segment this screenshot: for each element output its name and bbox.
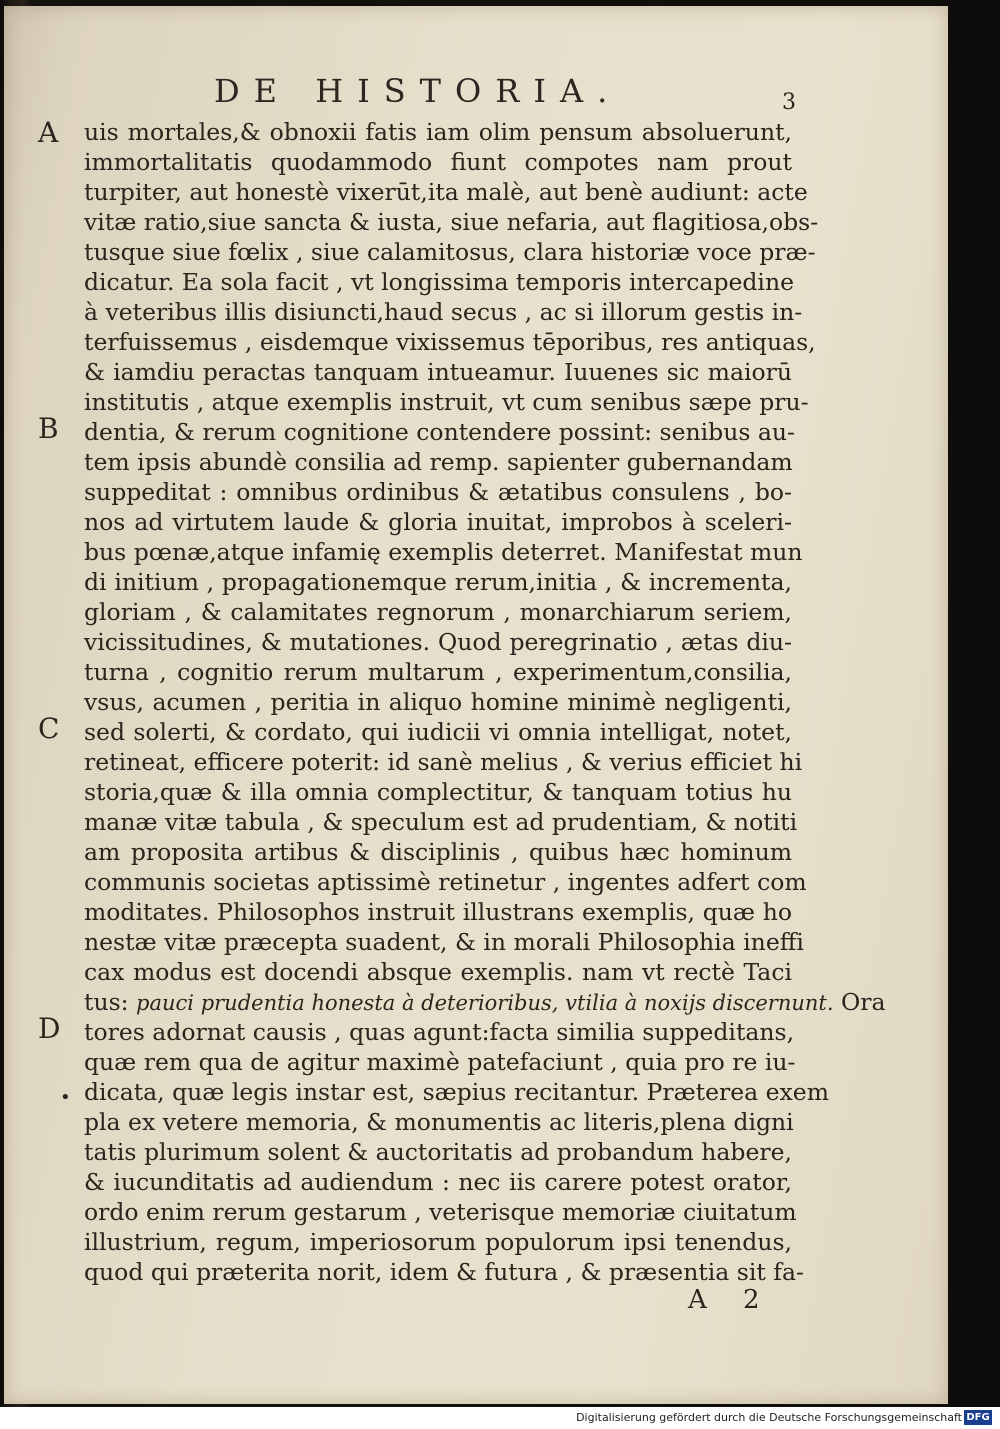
footer-bar [0,1407,1000,1429]
text-line: am proposita artibus & disciplinis , quibus hæc hominum [84,838,792,866]
text-line: & iucunditatis ad audiendum : nec iis carere potest orator, [84,1168,792,1196]
text-line: suppeditat : omnibus ordinibus & ætatibus consulens , bo- [84,478,792,506]
section-marker-c: C [38,712,60,745]
text-line: terfuissemus , eisdemque vixissemus tēporibus, res antiquas, [84,328,816,356]
quote-tail: Ora [841,988,886,1016]
tacitus-quote: pauci prudentia honesta à deterioribus, vtilia à noxijs discernunt. [136,991,834,1015]
section-marker-a: A [38,116,59,149]
text-line: illustrium, regum, imperiosorum populorum ipsi tenendus, [84,1228,792,1256]
text-line: communis societas aptissimè retinetur , ingentes adfert com [84,868,807,896]
text-line: institutis , atque exemplis instruit, vt cum senibus sæpe pru- [84,388,809,416]
tacitus-quote-line [84,987,886,1017]
text-line: gloriam , & calamitates regnorum , monarchiarum seriem, [84,598,792,626]
text-line: quod qui præterita norit, idem & futura , & præsentia sit fa- [84,1258,804,1286]
text-line: vitæ ratio,siue sancta & iusta, siue nefaria, aut flagitiosa,obs- [84,208,819,236]
text-line: storia,quæ & illa omnia complectitur, & tanquam totius hu [84,778,792,806]
text-line: & iamdiu peractas tanquam intueamur. Iuuenes sic maiorū [84,358,792,386]
text-line: vsus, acumen , peritia in aliquo homine minimè negligenti, [84,688,792,716]
text-line: vicissitudines, & mutationes. Quod peregrinatio , ætas diu- [84,628,792,656]
text-line: nestæ vitæ præcepta suadent, & in morali Philosophia ineffi [84,928,804,956]
text-line: sed solerti, & cordato, qui iudicii vi omnia intelligat, notet, [84,718,792,746]
text-line: cax modus est docendi absque exemplis. nam vt rectè Taci [84,958,792,986]
text-line: immortalitatis quodammodo fiunt compotes nam prout [84,148,792,176]
text-line: tores adornat causis , quas agunt:facta similia suppeditans, [84,1018,795,1046]
text-line: tatis plurimum solent & auctoritatis ad probandum habere, [84,1138,792,1166]
text-line: à veteribus illis disiuncti,haud secus , ac si illorum gestis in- [84,298,803,326]
text-line: bus pœnæ,atque infamię exemplis deterret. Manifestat mun [84,538,803,566]
running-head: DE HISTORIA. [214,72,622,110]
quote-lead: tus: [84,988,129,1016]
text-line: retineat, efficere poterit: id sanè melius , & verius efficiet hi [84,748,803,776]
text-line: pla ex vetere memoria, & monumentis ac literis,plena digni [84,1108,794,1136]
signature-mark: A 2 [688,1285,774,1315]
text-line: tem ipsis abundè consilia ad remp. sapienter gubernandam [84,448,793,476]
text-line: turpiter, aut honestè vixerūt,ita malè, aut benè audiunt: acte [84,178,808,206]
text-line: manæ vitæ tabula , & speculum est ad prudentiam, & notiti [84,808,798,836]
text-line: quæ rem qua de agitur maximè patefaciunt , quia pro re iu- [84,1048,796,1076]
text-line: nos ad virtutem laude & gloria inuitat, improbos à sceleri- [84,508,792,536]
text-line: dentia, & rerum cognitione contendere possint: senibus au- [84,418,795,446]
page-number: 3 [782,90,796,115]
text-line: turna , cognitio rerum multarum , experimentum,consilia, [84,658,792,686]
text-line: ordo enim rerum gestarum , veterisque memoriæ ciuitatum [84,1198,797,1226]
text-line: dicatur. Ea sola facit , vt longissima temporis intercapedine [84,268,794,296]
dfg-logo: DFG [964,1410,992,1425]
text-line: dicata, quæ legis instar est, sæpius recitantur. Præterea exem [84,1078,830,1106]
section-marker-d: D [38,1012,61,1045]
text-line: uis mortales,& obnoxii fatis iam olim pensum absoluerunt, [84,118,792,146]
text-line: tusque siue fœlix , siue calamitosus, clara historiæ voce præ- [84,238,816,266]
section-marker-b: B [38,412,59,445]
text-line: moditates. Philosophos instruit illustrans exemplis, quæ ho [84,898,792,926]
margin-mark: • [60,1087,71,1108]
funding-credit: Digitalisierung gefördert durch die Deutsche Forschungsgemeinschaft [576,1411,962,1424]
text-line: di initium , propagationemque rerum,initia , & incrementa, [84,568,792,596]
